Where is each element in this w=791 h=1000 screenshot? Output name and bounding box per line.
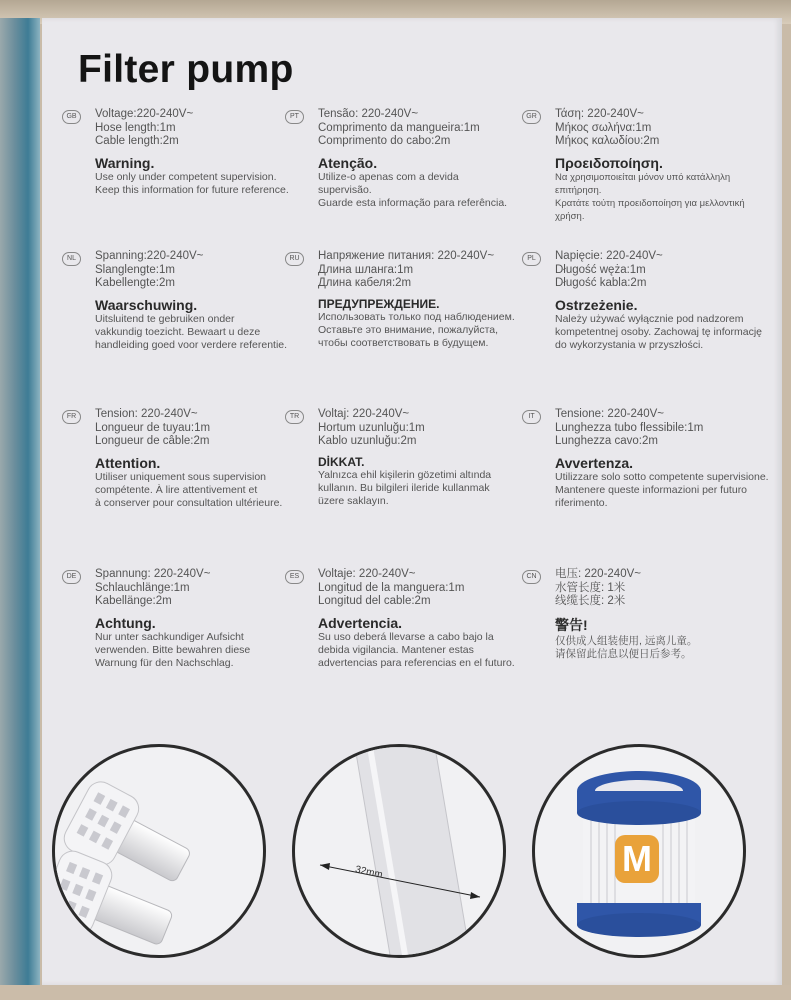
spec-line: Longitud del cable:2m: [318, 595, 431, 607]
warning-line: 仅供成人组装使用, 远离儿童。: [555, 634, 698, 647]
warning-line: Να χρησιμοποιείται μόνον υπό κατάλληλη επιτήρηση.: [555, 171, 731, 196]
spec-block-cn: [522, 568, 772, 661]
warning-line: üzere saklayın.: [318, 494, 389, 507]
warning-line: Utilize-o apenas com a devida supervisão.: [318, 170, 459, 196]
language-badge: TR: [285, 410, 304, 424]
warning-line: Nur unter sachkundiger Aufsicht: [95, 630, 244, 643]
warning-line: kullanın. Bu bilgileri ileride kullanmak: [318, 481, 490, 494]
spec-line: 水管长度: 1米: [555, 581, 626, 594]
spec-line: Tension: 220-240V~: [95, 408, 198, 420]
warning-line: Mantenere queste informazioni per futuro: [555, 483, 748, 496]
warning-line: Uitsluitend te gebruiken onder: [95, 312, 235, 325]
spec-block-fr: [62, 408, 292, 510]
spec-line: 线缆长度: 2米: [555, 595, 626, 607]
spec-line: Longueur de câble:2m: [95, 435, 210, 447]
warning-title: Attention.: [95, 454, 161, 471]
strainer-illustration: [55, 747, 263, 955]
warning-line: handleiding goed voor verdere referentie.: [95, 338, 288, 351]
spec-line: Voltaje: 220-240V~: [318, 568, 416, 580]
warning-line: kompetentnej osoby. Zachowaj tę informację: [555, 325, 762, 338]
spec-line: Hortum uzunluğu:1m: [318, 421, 425, 434]
spec-line: Kabellengte:2m: [95, 277, 175, 289]
warning-title: Achtung.: [95, 614, 156, 631]
warning-title: Waarschuwing.: [95, 296, 198, 313]
warning-line: compétente. À lire attentivement et: [95, 483, 258, 496]
warning-line: riferimento.: [555, 496, 608, 509]
warning-line: à conserver pour consultation ultérieure.: [95, 496, 283, 509]
warning-line: Guarde esta informação para referência.: [318, 196, 508, 209]
warning-title: Advertencia.: [318, 614, 403, 631]
warning-title: ПРЕДУПРЕЖДЕНИЕ.: [318, 296, 440, 311]
spec-block-nl: [62, 250, 292, 352]
warning-line: Use only under competent supervision.: [95, 170, 277, 183]
spec-line: Spanning:220-240V~: [95, 250, 204, 262]
spec-line: Longitud de la manguera:1m: [318, 581, 465, 594]
language-badge: CN: [522, 570, 541, 584]
warning-line: чтобы соответствовать в будущем.: [318, 336, 489, 349]
spec-block-gr: [522, 108, 772, 223]
spec-line: Lunghezza tubo flessibile:1m: [555, 421, 704, 434]
warning-title: Avvertenza.: [555, 454, 634, 471]
spec-line: Voltage:220-240V~: [95, 108, 194, 120]
warning-title: 警告!: [555, 616, 588, 633]
hose-diameter-label: 32mm: [354, 864, 384, 881]
warning-line: Yalnızca ehil kişilerin gözetimi altında: [318, 468, 492, 481]
hose-photo: [292, 744, 506, 958]
spec-line: Schlauchlänge:1m: [95, 581, 190, 594]
warning-line: Warnung für den Nachschlag.: [95, 656, 234, 669]
spec-line: Τάση: 220-240V~: [555, 108, 644, 120]
spec-line: Napięcie: 220-240V~: [555, 250, 663, 262]
filter-cartridge-photo: [532, 744, 746, 958]
spec-block-tr: [285, 408, 515, 508]
spec-line: Długość kabla:2m: [555, 277, 647, 289]
spec-block-gb: [62, 108, 292, 197]
language-badge: NL: [62, 252, 81, 266]
box-bottom-edge: [0, 985, 791, 1000]
spec-block-ru: [285, 250, 515, 350]
spec-block-it: [522, 408, 772, 510]
warning-title: Atenção.: [318, 154, 378, 171]
spec-line: Μήκος καλωδίου:2m: [555, 135, 660, 147]
spec-line: Длина кабеля:2m: [318, 277, 412, 289]
spec-line: Comprimento do cabo:2m: [318, 135, 451, 147]
spec-line: Lunghezza cavo:2m: [555, 435, 658, 447]
spec-line: Cable length:2m: [95, 135, 179, 147]
language-badge: IT: [522, 410, 541, 424]
warning-title: Ostrzeżenie.: [555, 296, 638, 313]
warning-line: Оставьте это внимание, пожалуйста,: [318, 323, 499, 336]
language-badge: GB: [62, 110, 81, 124]
language-badge: RU: [285, 252, 304, 266]
warning-title: Προειδοποίηση.: [555, 154, 663, 171]
warning-line: verwenden. Bitte bewahren diese: [95, 643, 251, 656]
spec-block-pt: [285, 108, 515, 210]
warning-line: Keep this information for future reference.: [95, 183, 289, 196]
language-badge: FR: [62, 410, 81, 424]
box-left-edge: [0, 18, 40, 1000]
warning-line: Należy używać wyłącznie pod nadzorem: [555, 312, 744, 325]
spec-line: Longueur de tuyau:1m: [95, 421, 211, 434]
spec-line: Tensão: 220-240V~: [318, 108, 419, 120]
language-badge: ES: [285, 570, 304, 584]
box-front-panel: [42, 18, 782, 985]
spec-line: Kablo uzunluğu:2m: [318, 435, 417, 447]
warning-line: Использовать только под наблюдением.: [318, 310, 515, 323]
spec-line: Długość węża:1m: [555, 263, 646, 276]
warning-line: Utilizzare solo sotto competente supervisione.: [555, 470, 769, 483]
spec-block-de: [62, 568, 292, 670]
warning-title: DİKKAT.: [318, 454, 365, 469]
spec-line: Voltaj: 220-240V~: [318, 408, 410, 420]
page-title: Filter pump: [78, 48, 294, 91]
spec-line: Kabellänge:2m: [95, 595, 172, 607]
spec-line: Длина шланга:1m: [318, 263, 414, 276]
strainer-photo: [52, 744, 266, 958]
spec-line: Μήκος σωλήνα:1m: [555, 121, 652, 134]
filter-size-letter: M: [622, 838, 652, 879]
warning-line: vakkundig toezicht. Bewaart u deze: [95, 325, 261, 338]
warning-line: Utiliser uniquement sous supervision: [95, 470, 266, 483]
warning-title: Warning.: [95, 154, 155, 171]
spec-line: Comprimento da mangueira:1m: [318, 121, 480, 134]
spec-block-pl: [522, 250, 772, 352]
spec-line: 电压: 220-240V~: [555, 568, 641, 580]
warning-line: 请保留此信息以便日后参考。: [555, 647, 692, 660]
spec-line: Напряжение питания: 220-240V~: [318, 250, 495, 262]
language-badge: PL: [522, 252, 541, 266]
spec-line: Slanglengte:1m: [95, 263, 175, 276]
language-badge: DE: [62, 570, 81, 584]
language-badge: GR: [522, 110, 541, 124]
spec-block-es: [285, 568, 515, 670]
spec-line: Hose length:1m: [95, 121, 176, 134]
warning-line: advertencias para referencias en el futuro.: [318, 656, 515, 669]
spec-line: Tensione: 220-240V~: [555, 408, 665, 420]
warning-line: debida vigilancia. Mantener estas: [318, 643, 474, 656]
warning-line: Κρατάτε τούτη προειδοποίηση για μελλοντική χρήση.: [555, 197, 745, 222]
spec-line: Spannung: 220-240V~: [95, 568, 211, 580]
warning-line: do wykorzystania w przyszłości.: [555, 338, 704, 351]
warning-line: Su uso deberá llevarse a cabo bajo la: [318, 630, 494, 643]
language-badge: PT: [285, 110, 304, 124]
hose-illustration: [295, 747, 503, 955]
